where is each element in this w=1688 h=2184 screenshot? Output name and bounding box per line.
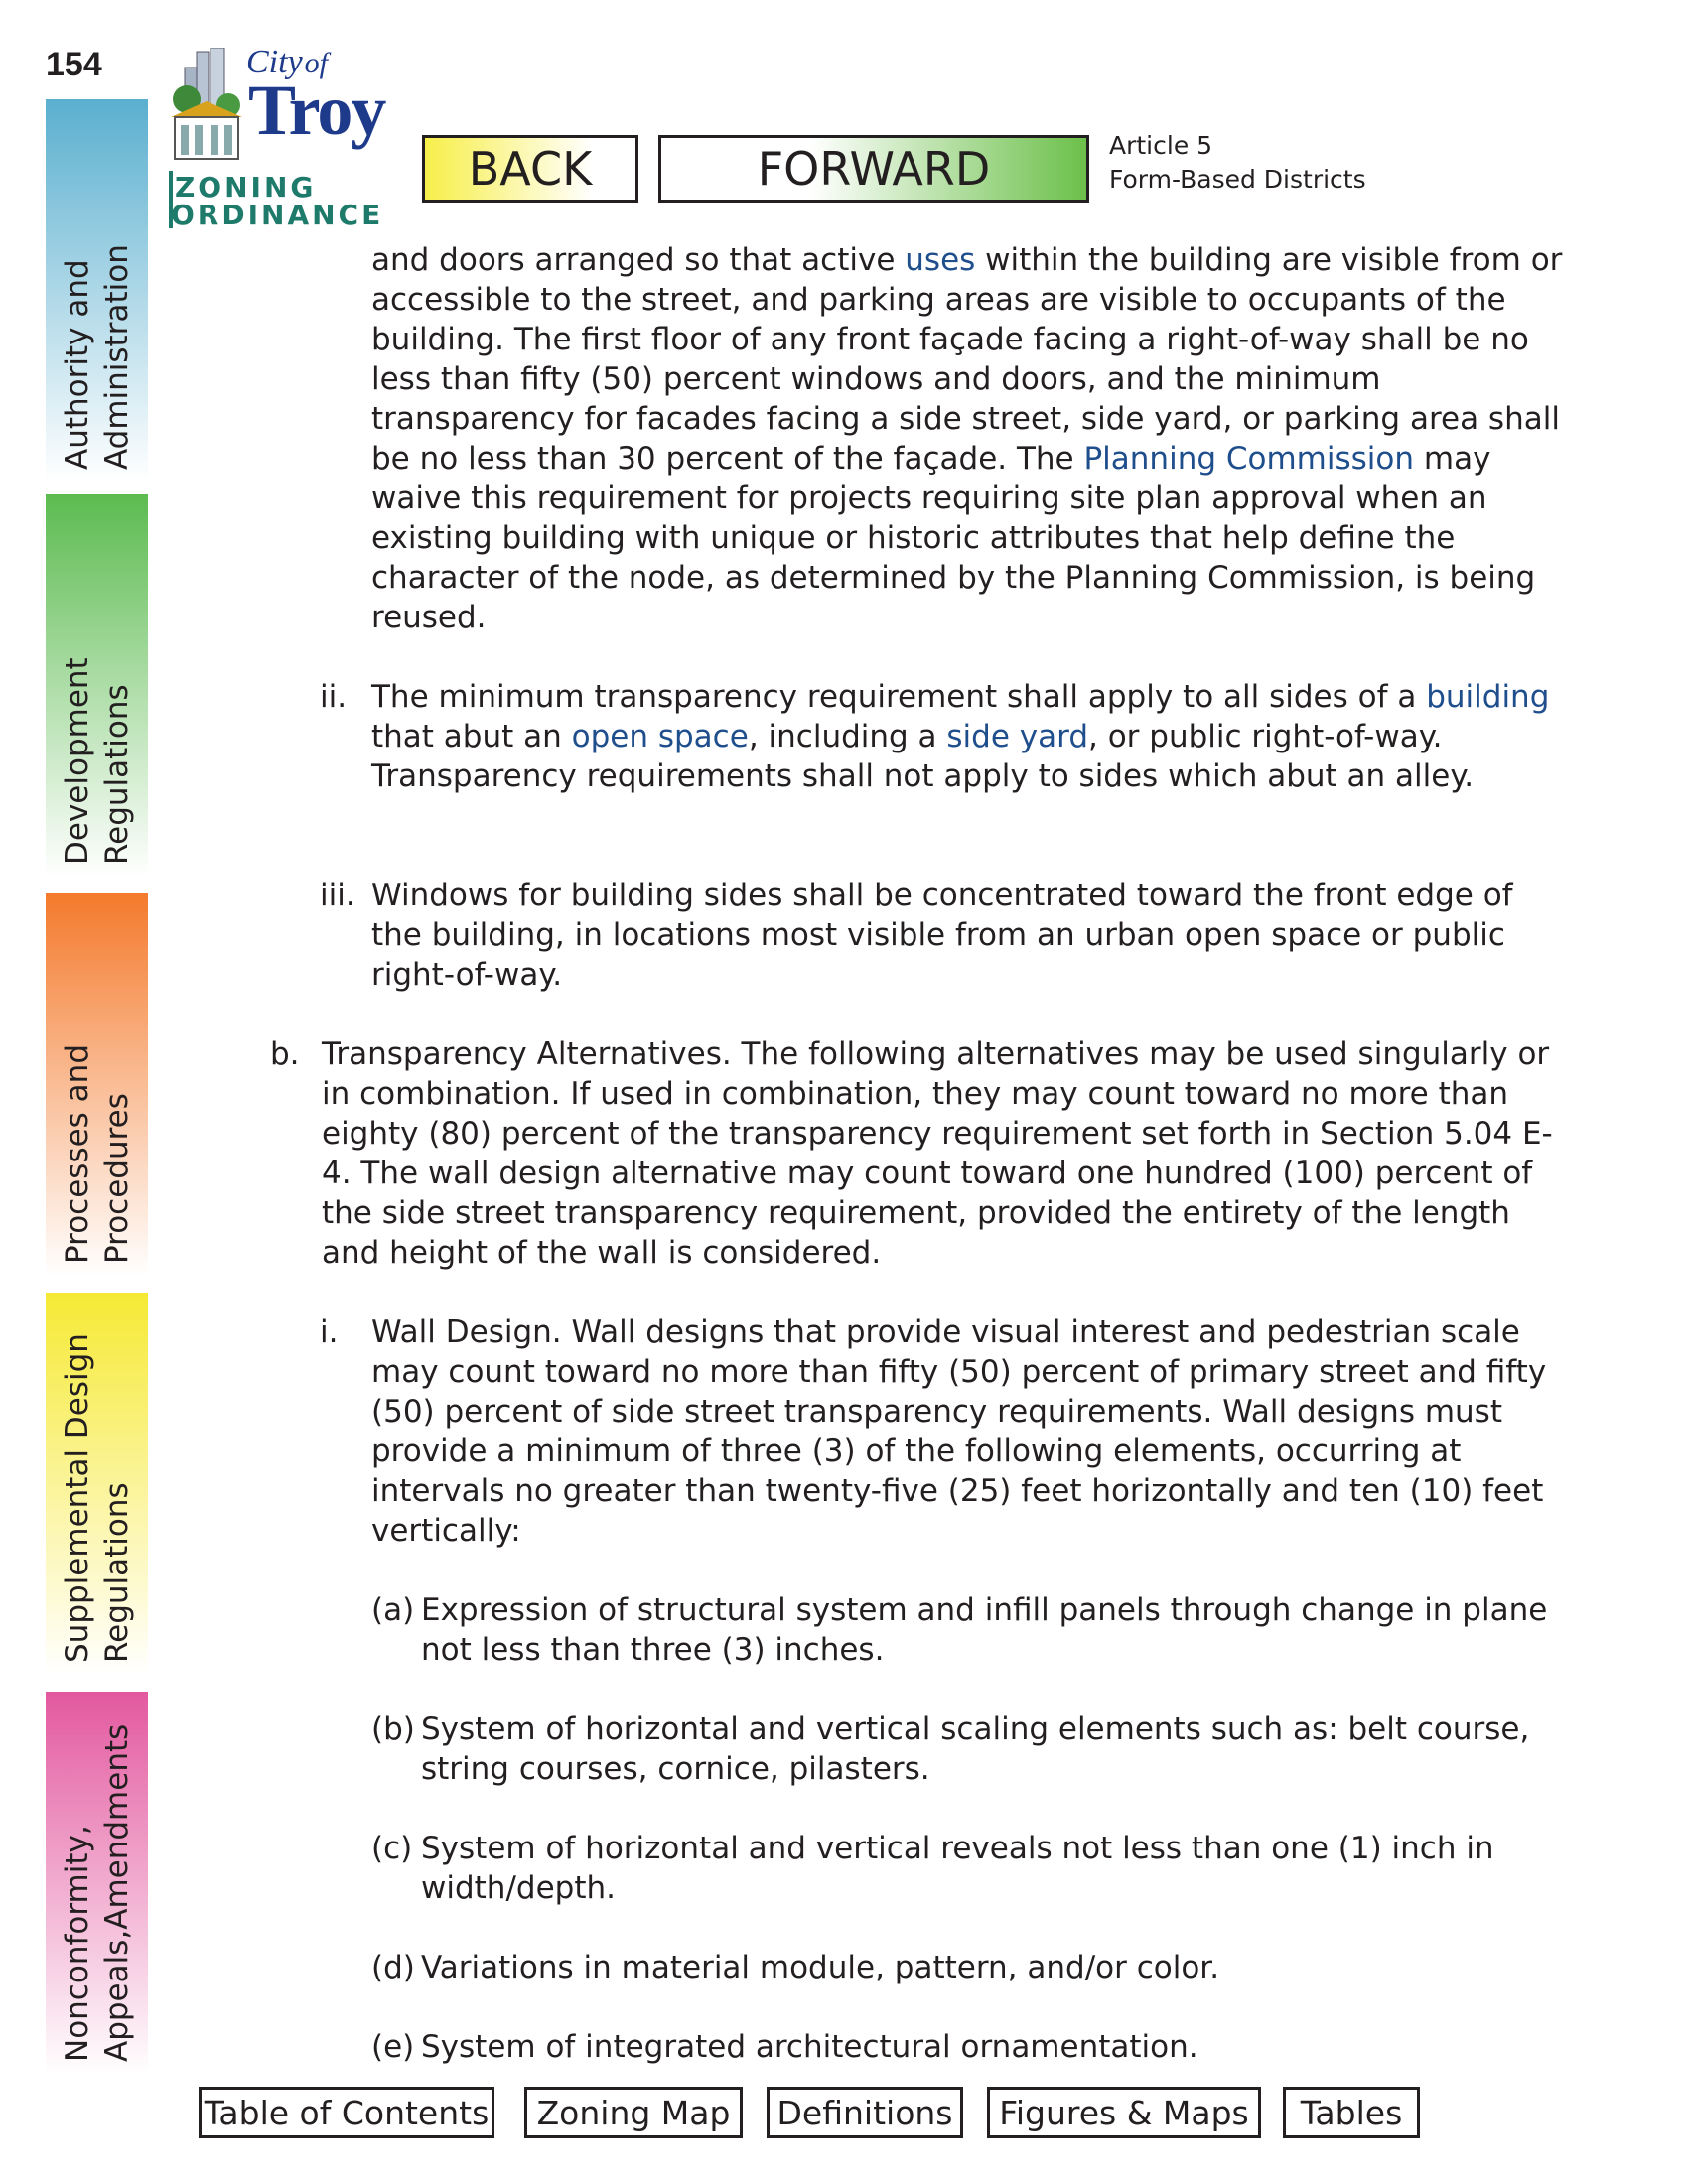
- link-open-space[interactable]: open space: [571, 719, 749, 754]
- tab-label: [58, 906, 137, 1264]
- tab-nonconformity-appeals[interactable]: [46, 1692, 148, 2074]
- figures-maps-button[interactable]: Figures & Maps: [987, 2087, 1261, 2138]
- article-heading: [1109, 129, 1366, 197]
- tab-development-regulations[interactable]: [46, 494, 148, 877]
- list-item-c: System of horizontal and vertical reveals not less than one (1) inch in width/depth.: [421, 1831, 1494, 1906]
- paragraph-b: Transparency Alternatives. The following alternatives may be used singularly or in combination. If used in combination, they may count toward no more than eighty (80) percent of the transparency requirement set forth in Section 5.04 E-4. The wall design alternative may count toward one hundred (100) percent of the side street transparency requirement, provided the entirety of the length and height of the wall is considered.: [322, 1036, 1553, 1271]
- tab-label-line2: Regulations: [98, 1481, 135, 1663]
- text-run: The minimum transparency requirement shall apply to all sides of a: [371, 679, 1427, 715]
- tab-label-line2: Appeals,Amendments: [98, 1723, 135, 2062]
- logo-ordinance: ORDINANCE: [171, 199, 384, 231]
- text-run: that abut an: [371, 719, 572, 754]
- article-number: Article 5: [1109, 131, 1213, 160]
- text-run: , including a: [748, 719, 947, 754]
- tab-label: [58, 112, 137, 470]
- list-marker-e: (e): [371, 2029, 415, 2065]
- tab-processes-procedures[interactable]: [46, 893, 148, 1276]
- paragraph-ii: [371, 677, 1563, 796]
- link-uses[interactable]: uses: [905, 242, 976, 278]
- paragraph-continued: [371, 240, 1563, 637]
- back-button[interactable]: BACK: [422, 135, 638, 203]
- tab-label: [58, 1705, 137, 2062]
- list-marker-d: (d): [371, 1950, 415, 1985]
- tab-label-line2: Procedures: [98, 1092, 135, 1264]
- tab-label-line1: Development: [59, 656, 95, 865]
- logo-city: Cityof: [246, 44, 329, 80]
- list-marker-iii: iii.: [320, 878, 355, 913]
- text-run: and doors arranged so that active: [371, 242, 906, 278]
- city-logo: [167, 44, 385, 231]
- list-item-a: Expression of structural system and infill panels through change in plane not less than three (3) inches.: [421, 1592, 1548, 1668]
- link-side-yard[interactable]: side yard: [946, 719, 1088, 754]
- paragraph-iii: Windows for building sides shall be concentrated toward the front edge of the building, in locations most visible from an urban open space or public right-of-way.: [371, 878, 1513, 993]
- text-run: may waive this requirement for projects requiring site plan approval when an existing building with unique or historic attributes that help define the character of the node, as determined by the Planning Commission, is being reused.: [371, 441, 1536, 635]
- zoning-map-button[interactable]: Zoning Map: [524, 2087, 743, 2138]
- tables-button[interactable]: Tables: [1283, 2087, 1420, 2138]
- tab-label: [58, 1305, 137, 1663]
- list-marker-c: (c): [371, 1831, 413, 1866]
- list-marker-a: (a): [371, 1592, 415, 1628]
- list-item-b: System of horizontal and vertical scaling elements such as: belt course, string courses, cornice, pilasters.: [421, 1711, 1530, 1787]
- forward-button[interactable]: FORWARD: [658, 135, 1089, 203]
- paragraph-i: Wall Design. Wall designs that provide visual interest and pedestrian scale may count toward no more than fifty (50) percent of primary street and fifty (50) percent of side street transparency requirements. Wall designs must provide a minimum of three (3) of the following elements, occurring at intervals no greater than twenty-five (25) feet horizontally and ten (10) feet vertically:: [371, 1314, 1547, 1549]
- logo-troy: Troy: [248, 70, 385, 150]
- tab-label-line1: Processes and: [59, 1043, 95, 1264]
- list-marker-b: b.: [270, 1036, 300, 1072]
- definitions-button[interactable]: Definitions: [767, 2087, 963, 2138]
- link-building[interactable]: building: [1426, 679, 1550, 715]
- tab-label: [58, 507, 137, 865]
- list-marker-ii: ii.: [320, 679, 348, 715]
- tab-label-line2: Administration: [98, 243, 135, 470]
- link-planning-commission[interactable]: Planning Commission: [1083, 441, 1415, 477]
- tab-label-line1: Authority and: [59, 258, 95, 470]
- text-run: , or public right-of-way. Transparency requirements shall not apply to sides which abut an alley.: [371, 719, 1475, 794]
- page-number: 154: [46, 46, 102, 83]
- article-title: Form-Based Districts: [1109, 165, 1366, 194]
- tab-label-line1: Supplemental Design: [59, 1332, 95, 1663]
- tab-supplemental-design[interactable]: [46, 1293, 148, 1675]
- tab-authority-administration[interactable]: [46, 99, 148, 481]
- list-marker-i: i.: [320, 1314, 339, 1350]
- logo-zoning: ZONING: [175, 171, 317, 204]
- tab-label-line1: Nonconformity,: [59, 1824, 95, 2062]
- text-run: within the building are visible from or accessible to the street, and parking areas are visible to occupants of the building. The first floor of any front façade facing a right-of-way shall be no less than fifty (50) percent windows and doors, and the minimum transparency for facades facing a side street, side yard, or parking area shall be no less than 30 percent of the façade. The: [371, 242, 1563, 477]
- list-item-d: Variations in material module, pattern, and/or color.: [421, 1950, 1220, 1985]
- city-skyline-icon: [167, 48, 246, 167]
- table-of-contents-button[interactable]: Table of Contents: [199, 2087, 494, 2138]
- tab-label-line2: Regulations: [98, 683, 135, 865]
- list-item-e: System of integrated architectural ornamentation.: [421, 2029, 1198, 2065]
- list-marker-b-sub: (b): [371, 1711, 415, 1747]
